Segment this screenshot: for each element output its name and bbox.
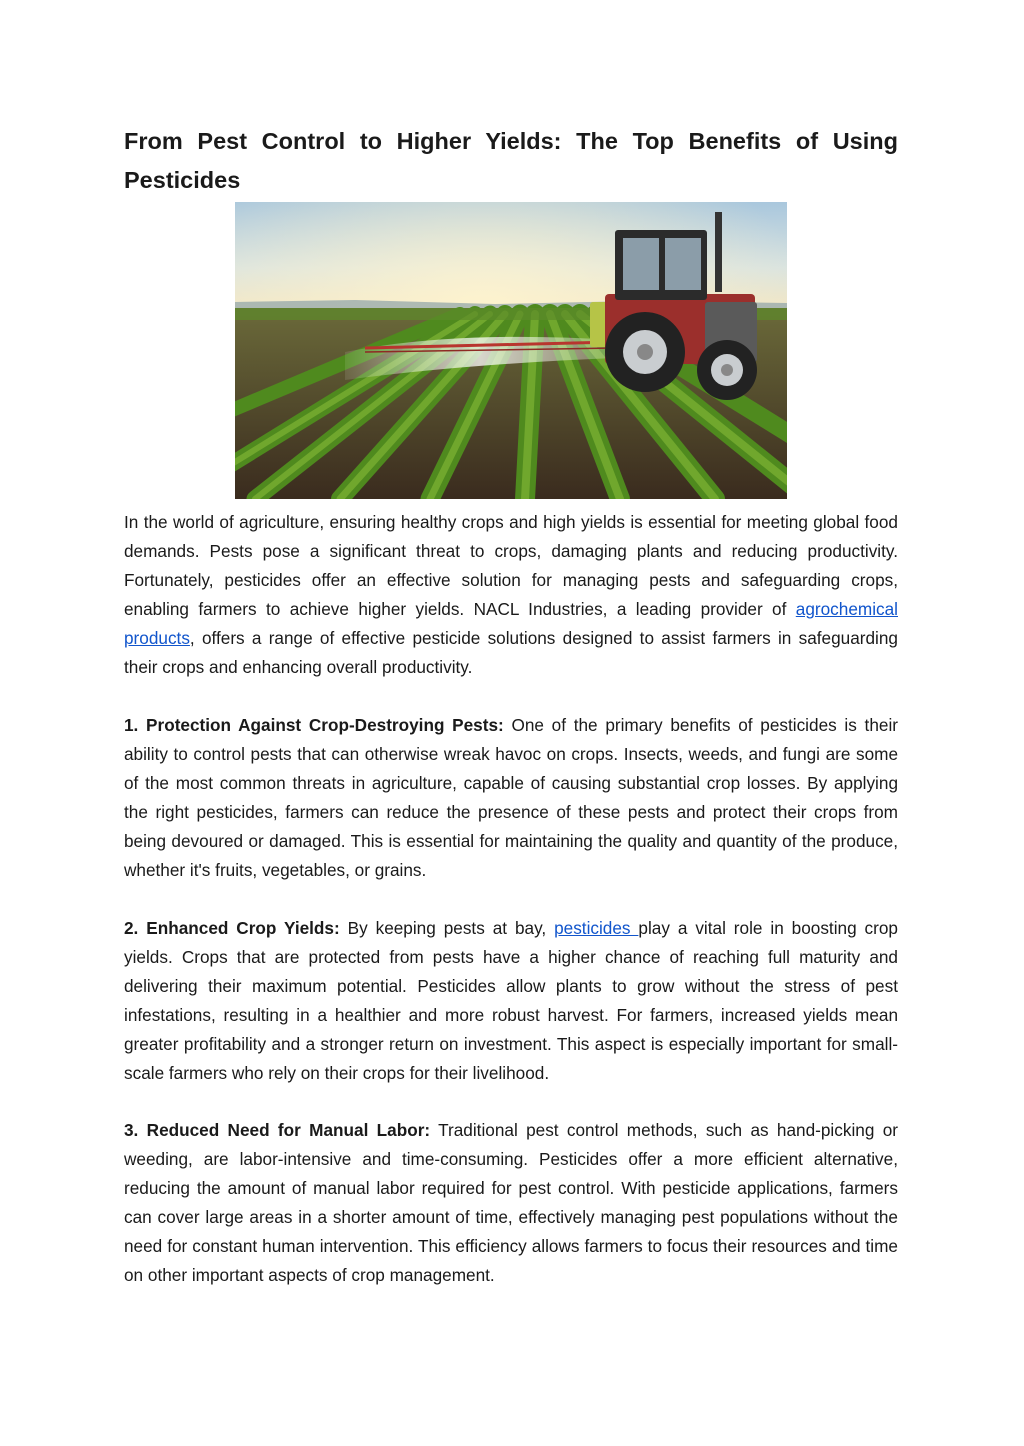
section-heading: 2. Enhanced Crop Yields: [124,918,340,938]
intro-text-continued: , offers a range of effective pesticide solutions designed to assist farmers in safeguarding their crops and enhancing overall productivity. [124,628,898,677]
section-protection [124,711,898,885]
section-body: Traditional pest control methods, such as hand-picking or weeding, are labor-intensive and time-consuming. Pesticides offer a more efficient alternative, reducing the amount of manual labor required for pest control. With pesticide applications, farmers can cover large areas in a shorter amount of time, effectively managing pest populations without the need for constant human intervention. This efficiency allows farmers to focus their resources and time on other important aspects of crop management. [124,1120,898,1285]
section-heading: 1. Protection Against Crop-Destroying Pests: [124,715,504,735]
agrochemical-products-link[interactable]: agrochemical products [124,599,898,648]
intro-paragraph [124,508,898,682]
pesticides-link[interactable]: pesticides [554,918,639,938]
article-title: From Pest Control to Higher Yields: The Top Benefits of Using Pesticides [124,128,898,193]
section-yields [124,914,898,1088]
section-manual-labor [124,1116,898,1290]
tractor-spraying-field-image [235,202,787,499]
section-body: By keeping pests at bay, [339,918,555,938]
section-body-continued: play a vital role in boosting crop yields. Crops that are protected from pests have a higher chance of reaching full maturity and delivering their maximum potential. Pesticides allow plants to grow without the stress of pest infestations, resulting in a healthier and more robust harvest. For farmers, increased yields mean greater profitability and a stronger return on investment. This aspect is especially important for small-scale farmers who rely on their crops for their livelihood. [124,918,898,1083]
section-heading: 3. Reduced Need for Manual Labor: [124,1120,431,1140]
section-body: One of the primary benefits of pesticides is their ability to control pests that can otherwise wreak havoc on crops. Insects, weeds, and fungi are some of the most common threats in agriculture, capable of causing substantial crop losses. By applying the right pesticides, farmers can reduce the presence of these pests and protect their crops from being devoured or damaged. This is essential for maintaining the quality and quantity of the produce, whether it's fruits, vegetables, or grains. [124,715,898,880]
intro-text: In the world of agriculture, ensuring healthy crops and high yields is essential for meeting global food demands. Pests pose a significant threat to crops, damaging plants and reducing productivity. Fortunately, pesticides offer an effective solution for managing pests and safeguarding crops, enabling farmers to achieve higher yields. NACL Industries, a leading provider of [124,512,898,619]
